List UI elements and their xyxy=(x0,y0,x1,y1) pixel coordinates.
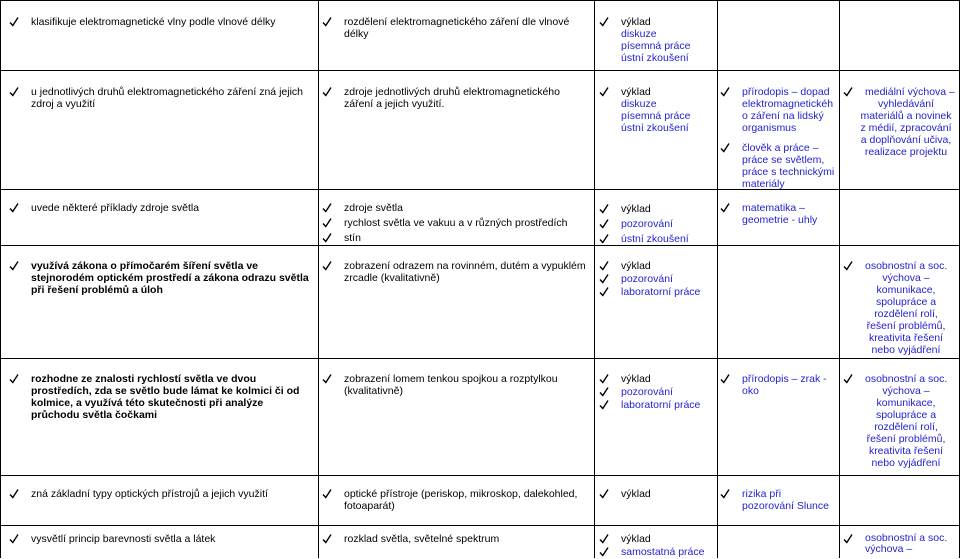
column-divider xyxy=(0,0,1,558)
checkmark-bullet-icon xyxy=(599,386,609,398)
checkmark-bullet-icon xyxy=(599,488,609,500)
outcome-text: zná základní typy optických přístrojů a jejich využití xyxy=(31,488,268,500)
outcome-cell xyxy=(9,488,309,500)
checkmark-bullet-icon xyxy=(322,16,332,28)
column-divider xyxy=(318,0,319,558)
links-cell xyxy=(720,86,837,134)
outcome-cell xyxy=(9,533,309,545)
topic-text: zdroje jednotlivých druhů elektromagnetického záření a jejich využití. xyxy=(344,86,560,110)
theme-line: osobnostní a soc. xyxy=(865,260,948,272)
checkmark-bullet-icon xyxy=(599,273,609,285)
topic-text: rozdělení elektromagnetického záření dle vlnové délky xyxy=(344,16,570,40)
methods-cell xyxy=(599,86,714,134)
checkmark-bullet-icon xyxy=(322,488,332,500)
topic-text: rozklad světla, světelné spektrum xyxy=(344,533,500,545)
theme-line: osobnostní a soc. xyxy=(865,373,948,385)
checkmark-bullet-icon xyxy=(9,86,19,98)
checkmark-bullet-icon xyxy=(9,533,19,545)
method-item: pozorování xyxy=(621,386,673,398)
outcome-text: u jednotlivých druhů elektromagnetického záření zná jejich zdroj a využití xyxy=(31,86,303,110)
method-item: výklad xyxy=(621,373,651,385)
theme-line: komunikace, xyxy=(876,397,936,409)
method-item: písemná práce xyxy=(621,110,691,122)
checkmark-bullet-icon xyxy=(843,533,853,545)
checkmark-bullet-icon xyxy=(9,260,19,272)
outcome-text: vysvětlí princip barevnosti světla a látek xyxy=(31,533,216,545)
checkmark-bullet-icon xyxy=(322,260,332,272)
topic-text: rychlost světla ve vakuu a v různých prostředích xyxy=(344,217,568,229)
checkmark-bullet-icon xyxy=(322,86,332,98)
method-item: výklad xyxy=(621,86,651,98)
link-line: organismus xyxy=(742,122,797,134)
outcome-cell xyxy=(9,260,309,296)
method-item: samostatná práce xyxy=(621,546,705,558)
checkmark-bullet-icon xyxy=(599,373,609,385)
row-divider xyxy=(0,525,960,526)
checkmark-bullet-icon xyxy=(599,546,609,558)
topic-cell xyxy=(322,16,592,40)
theme-line: z médií, zpracování xyxy=(860,122,952,134)
checkmark-bullet-icon xyxy=(322,373,332,385)
method-item: výklad xyxy=(621,203,651,215)
checkmark-bullet-icon xyxy=(9,16,19,28)
link-line: materiály xyxy=(742,178,785,190)
theme-line: rozdělení rolí, xyxy=(874,308,938,320)
themes-cell xyxy=(843,86,957,158)
methods-cell xyxy=(599,373,714,412)
theme-line: vyhledávání xyxy=(877,98,935,110)
theme-line: nebo vyjádření xyxy=(871,457,941,469)
checkmark-bullet-icon xyxy=(322,232,332,244)
checkmark-bullet-icon xyxy=(843,260,853,272)
topic-cell xyxy=(322,260,592,284)
links-cell xyxy=(720,202,837,226)
topic-text: zobrazení lomem tenkou spojkou a rozptylkou (kvalitativně) xyxy=(344,373,558,397)
methods-cell xyxy=(599,202,714,247)
checkmark-bullet-icon xyxy=(599,203,609,215)
topic-cell xyxy=(322,533,592,545)
methods-cell xyxy=(599,488,714,500)
links-cell xyxy=(720,142,837,190)
outcome-text: klasifikuje elektromagnetické vlny podle vlnové délky xyxy=(31,16,276,28)
topic-cell xyxy=(322,202,592,244)
link-line: rizika při xyxy=(742,488,782,500)
checkmark-bullet-icon xyxy=(599,16,609,28)
row-divider xyxy=(0,358,960,359)
theme-line: kreativita řešení xyxy=(868,445,944,457)
checkmark-bullet-icon xyxy=(599,233,609,245)
column-divider xyxy=(594,0,595,558)
links-cell xyxy=(720,488,837,512)
outcome-cell xyxy=(9,86,309,110)
link-line: oko xyxy=(742,385,759,397)
topic-text: zdroje světla xyxy=(344,202,403,214)
methods-cell xyxy=(599,533,714,559)
method-item: diskuze xyxy=(621,98,657,110)
method-item: ústní zkoušení xyxy=(621,233,689,245)
topic-text: stín xyxy=(344,232,361,244)
row-divider xyxy=(0,0,960,1)
row-divider xyxy=(0,245,960,246)
theme-line: kreativita řešení xyxy=(868,332,944,344)
topic-text: optické přístroje (periskop, mikroskop, dalekohled, fotoaparát) xyxy=(344,488,578,512)
link-line: elektromagnetickéh xyxy=(742,98,834,110)
row-divider xyxy=(0,475,960,476)
column-divider xyxy=(839,0,840,558)
checkmark-bullet-icon xyxy=(9,488,19,500)
link-line: geometrie - uhly xyxy=(742,214,818,226)
topic-cell xyxy=(322,86,592,110)
topic-text: zobrazení odrazem na rovinném, dutém a vypuklém zrcadle (kvalitativně) xyxy=(344,260,586,284)
column-divider xyxy=(717,0,718,558)
theme-line: a doplňování učiva, xyxy=(860,134,952,146)
theme-line: výchova – xyxy=(882,272,930,284)
checkmark-bullet-icon xyxy=(720,373,730,385)
link-line: matematika – xyxy=(742,202,806,214)
checkmark-bullet-icon xyxy=(599,399,609,411)
method-item: ústní zkoušení xyxy=(621,122,689,134)
link-line: o záření na lidský xyxy=(742,110,824,122)
method-item: ústní zkoušení xyxy=(621,52,689,64)
checkmark-bullet-icon xyxy=(720,86,730,98)
methods-cell xyxy=(599,16,714,64)
outcome-cell xyxy=(9,16,309,28)
link-line: člověk a práce – xyxy=(742,142,819,154)
method-item: pozorování xyxy=(621,273,673,285)
theme-line: mediální výchova – xyxy=(865,86,955,98)
checkmark-bullet-icon xyxy=(599,533,609,545)
checkmark-bullet-icon xyxy=(599,218,609,230)
checkmark-bullet-icon xyxy=(322,533,332,545)
link-line: práce s technickými xyxy=(742,166,835,178)
outcome-text: rozhodne ze znalosti rychlostí světla ve dvou prostředích, zda se světlo bude lámat ke kolmici či od kolmice, a využívá této skutečnosti při analýze průchodu světla čočkami xyxy=(31,373,300,421)
links-cell xyxy=(720,373,837,397)
checkmark-bullet-icon xyxy=(843,373,853,385)
theme-line: nebo vyjádření xyxy=(871,344,941,356)
checkmark-bullet-icon xyxy=(322,202,332,214)
method-item: výklad xyxy=(621,16,651,28)
outcome-cell xyxy=(9,373,309,421)
method-item: laboratorní práce xyxy=(621,286,701,298)
theme-line: komunikace, xyxy=(876,284,936,296)
theme-line: rozdělení rolí, xyxy=(874,421,938,433)
themes-cell xyxy=(843,260,957,356)
link-line: pozorování Slunce xyxy=(742,500,829,512)
themes-cell xyxy=(843,533,957,555)
method-item: výklad xyxy=(621,533,651,545)
topic-cell xyxy=(322,488,592,512)
checkmark-bullet-icon xyxy=(599,286,609,298)
theme-line: spolupráce a xyxy=(875,296,937,308)
row-divider xyxy=(0,70,960,71)
link-line: přírodopis – dopad xyxy=(742,86,830,98)
methods-cell xyxy=(599,260,714,299)
theme-line: řešení problémů, xyxy=(866,433,946,445)
method-item: písemná práce xyxy=(621,40,691,52)
theme-line: realizace projektu xyxy=(864,146,948,158)
theme-line: materiálů a novinek xyxy=(860,110,952,122)
outcome-text: využívá zákona o přímočarém šíření světla ve stejnorodém optickém prostředí a zákona odrazu světla při řešení problémů a úloh xyxy=(31,260,309,296)
topic-cell xyxy=(322,373,592,397)
checkmark-bullet-icon xyxy=(9,373,19,385)
checkmark-bullet-icon xyxy=(720,142,730,154)
theme-line: řešení problémů, xyxy=(866,320,946,332)
checkmark-bullet-icon xyxy=(9,202,19,214)
checkmark-bullet-icon xyxy=(720,202,730,214)
checkmark-bullet-icon xyxy=(720,488,730,500)
theme-line: osobnostní a soc. xyxy=(865,532,948,544)
theme-line: výchova – xyxy=(865,543,913,555)
checkmark-bullet-icon xyxy=(599,260,609,272)
outcome-cell xyxy=(9,202,309,214)
checkmark-bullet-icon xyxy=(599,86,609,98)
checkmark-bullet-icon xyxy=(322,217,332,229)
theme-line: spolupráce a xyxy=(875,409,937,421)
theme-line: výchova – xyxy=(882,385,930,397)
checkmark-bullet-icon xyxy=(843,86,853,98)
method-item: laboratorní práce xyxy=(621,399,701,411)
themes-cell xyxy=(843,373,957,469)
method-item: pozorování xyxy=(621,218,673,230)
method-item: diskuze xyxy=(621,28,657,40)
outcome-text: uvede některé příklady zdroje světla xyxy=(31,202,200,214)
link-line: práce se světlem, xyxy=(742,154,825,166)
method-item: výklad xyxy=(621,260,651,272)
link-line: přírodopis – zrak - xyxy=(742,373,827,385)
method-item: výklad xyxy=(621,488,651,500)
